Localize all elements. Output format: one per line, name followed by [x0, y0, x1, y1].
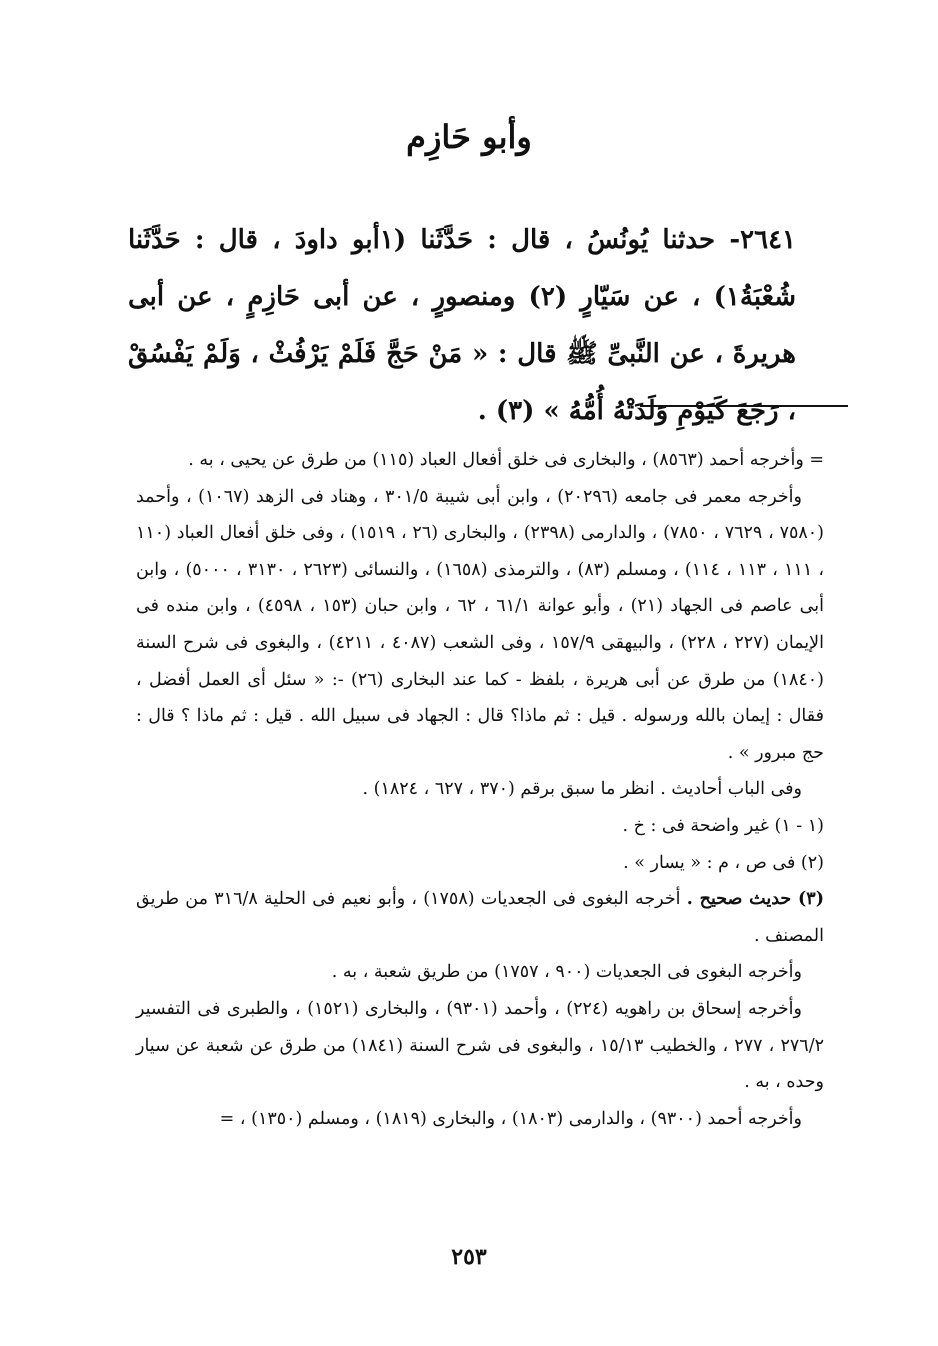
footnote-1: (١ - ١) غير واضحة فى : خ .: [622, 815, 824, 836]
section-title: وأبو حَازِم: [406, 118, 532, 156]
footnote-paragraph: وأخرجه إسحاق بن راهويه (٢٢٤) ، وأحمد (٩٣٠١) ، والبخارى (١٥٢١) ، والطبرى فى التفسير ٢٧٦/٢ ، ٢٧٧ ، والخطيب ١٥/١٣ ، والبغوى فى شرح السنة (١٨٤١) من طرق عن شعبة عن سيار وحده ، به .: [136, 998, 824, 1093]
footnote-paragraph: وأخرجه معمر فى جامعه (٢٠٢٩٦) ، وابن أبى شيبة ٣٠١/٥ ، وهناد فى الزهد (١٠٦٧) ، وأحمد (٧٥٨٠ ، ٧٦٢٩ ، ٧٨٥٠) ، والدارمى (٢٣٩٨) ، والبخارى (٢٦ ، ١٥١٩) ، وفى خلق أفعال العباد (١١٠ ، ١١١ ، ١١٣ ، ١١٤) ، ومسلم (٨٣) ، والترمذى (١٦٥٨) ، والنسائى (٢٦٢٣ ، ٣١٣٠ ، ٥٠٠٠) ، وابن أبى عاصم فى الجهاد (٢١) ، وأبو عوانة ٦١/١ ، ٦٢ ، وابن حبان (١٥٣ ، ٤٥٩٨) ، وابن منده فى الإيمان (٢٢٧ ، ٢٢٨) ، والبيهقى ١٥٧/٩ ، وفى الشعب (٤٠٨٧ ، ٤٢١١) ، والبغوى فى شرح السنة (١٨٤٠) من طرق عن أبى هريرة ، بلفظ - كما عند البخارى (٢٦) -: « سئل أى العمل أفضل ، فقال : إيمان بالله ورسوله . قيل : ثم ماذا؟ قال : الجهاد فى سبيل الله . قيل : ثم ماذا ؟ قال : حج مبرور » .: [136, 486, 825, 763]
footnote-2: (٢) فى ص ، م : « يسار » .: [623, 852, 824, 873]
footnote-continuation: = وأخرجه أحمد (٨٥٦٣) ، والبخارى فى خلق أفعال العباد (١١٥) من طرق عن يحيى ، به .: [188, 450, 824, 470]
footnote-paragraph: وأخرجه أحمد (٩٣٠٠) ، والدارمى (١٨٠٣) ، والبخارى (١٨١٩) ، ومسلم (١٣٥٠) ، =: [219, 1108, 802, 1129]
footnote-3-label: (٣) حديث صحيح .: [686, 889, 824, 910]
footnote-3: [136, 881, 824, 954]
page-number: ٢٥٣: [451, 1244, 487, 1270]
footnote-3-text: أخرجه البغوى فى الجعديات (١٧٥٨) ، وأبو نعيم فى الحلية ٣١٦/٨ من طريق المصنف .: [136, 889, 824, 946]
footnotes: [136, 442, 824, 1137]
hadith-number: ٢٦٤١-: [729, 225, 796, 255]
footnote-divider: [640, 405, 848, 407]
footnote-paragraph: وفى الباب أحاديث . انظر ما سبق برقم (٣٧٠ ، ٦٢٧ ، ١٨٢٤) .: [362, 779, 802, 800]
footnote-paragraph: وأخرجه البغوى فى الجعديات (٩٠٠ ، ١٧٥٧) من طريق شعبة ، به .: [331, 962, 802, 983]
hadith-body: حدثنا يُونُسُ ، قال : حَدَّثَنا (١أبو داودَ ، قال : حَدَّثَنا شُعْبَةُ١) ، عن سَيّارٍ (٢) ومنصورٍ ، عن أبى حَازِمٍ ، عن أبى هريرةَ ، عن النَّبىِّ ﷺ قال : « مَنْ حَجَّ فَلَمْ يَرْفُثْ ، وَلَمْ يَفْسُقْ ، رَجَعَ كَيَوْمِ وَلَدَتْهُ أُمُّهُ » (٣) .: [128, 225, 796, 426]
